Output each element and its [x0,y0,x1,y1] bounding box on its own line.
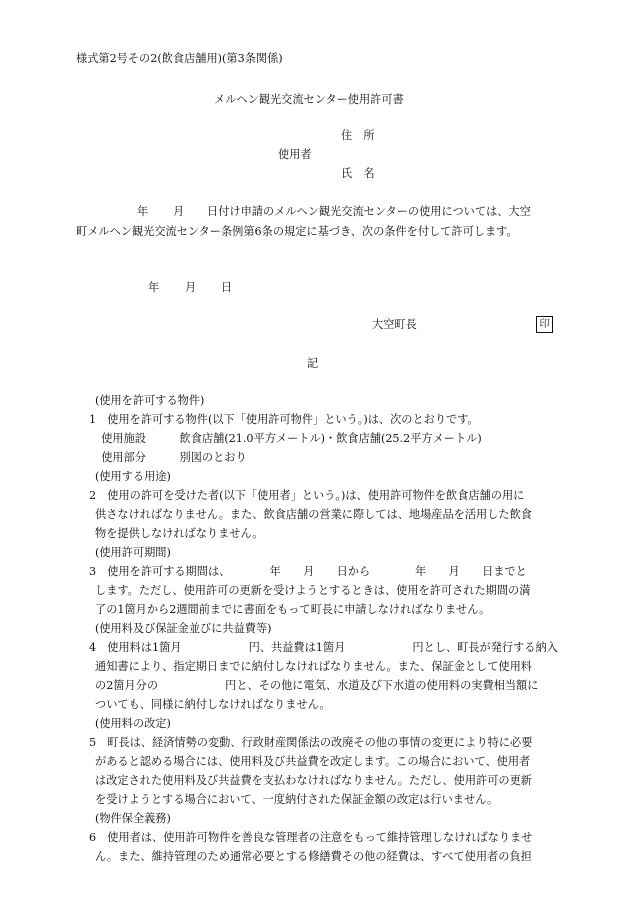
section-line: 使用施設 飲食店舗(21.0平方メートル)・飲食店舗(25.2平方メートル) [90,432,482,445]
intro-line-1: 日付け申請のメルヘン観光交流センターの使用については、大空 [207,205,531,218]
section-line: を受けようとする場合において、一度納付された保証金額の改定は行いません。 [95,793,499,806]
section-line: 4 使用料は1箇月 円、共益費は1箇月 円とし、町長が発行する納入 [89,641,558,654]
section-line: 3 使用を許可する期間は、 年 月 日から 年 月 日までと [89,565,527,578]
section-heading: (物件保全義務) [95,812,171,825]
section-heading: (使用する用途) [95,470,171,483]
section-heading: (使用を許可する物件) [95,394,205,407]
section-line: 通知書により、指定期日までに納付しなければなりません。また、保証金として使用料 [95,660,532,673]
intro-year: 年 [137,205,149,218]
issue-day: 日 [221,281,233,294]
section-line: 2 使用の許可を受けた者(以下「使用者」という。)は、使用許可物件を飲食店舗の用に [89,489,525,502]
name-label: 氏 名 [341,167,375,180]
issue-year: 年 [148,281,160,294]
section-line: 物を提供しなければなりません。 [95,527,264,540]
section-line: があると認める場合には、使用料及び共益費を改定します。この場合において、使用者 [95,755,531,768]
section-line: 使用部分 別図のとおり [90,451,247,464]
section-line: は改定された使用料及び共益費を支払わなければなりません。ただし、使用許可の更新 [95,774,532,787]
section-line: 1 使用を許可する物件(以下「使用許可物件」という。)は、次のとおりです。 [89,413,479,426]
intro-line-2: 町メルヘン観光交流センター条例第6条の規定に基づき、次の条件を付して許可します。 [76,225,518,238]
seal-mark: 印 [536,316,553,333]
ki-label: 記 [307,357,319,370]
issue-month: 月 [185,281,197,294]
section-line: ついても、同様に納付しなければなりません。 [95,698,331,711]
section-line: 了の1箇月から2週間前までに書面をもって町長に申請しなければなりません。 [95,603,491,616]
section-line: の2箇月分の 円と、その他に電気、水道及び下水道の使用料の実費相当額に [95,679,539,692]
section-heading: (使用料の改定) [95,717,171,730]
section-heading: (使用料及び保証金並びに共益費等) [95,622,272,635]
section-line: 5 町長は、経済情勢の変動、行政財産関係法の改廃その他の事情の変更により特に必要 [89,736,533,749]
section-line: 6 使用者は、使用許可物件を善良な管理者の注意をもって維持管理しなければなりませ [89,831,533,844]
section-line: します。ただし、使用許可の更新を受けようとするときは、使用を許可された期間の満 [95,584,531,597]
intro-month: 月 [173,205,185,218]
document-title: メルヘン観光交流センター使用許可書 [214,93,404,106]
section-line: ん。また、維持管理のため通常必要とする修繕費その他の経費は、すべて使用者の負担 [95,850,532,863]
user-label: 使用者 [278,148,312,161]
form-number: 様式第2号その2(飲食店舗用)(第3条関係) [76,52,283,65]
address-label: 住 所 [341,129,375,142]
issuer-name: 大空町長 [372,318,417,331]
section-heading: (使用許可期間) [95,546,171,559]
section-line: 供さなければなりません。また、飲食店舗の営業に際しては、地場産品を活用した飲食 [95,508,532,521]
